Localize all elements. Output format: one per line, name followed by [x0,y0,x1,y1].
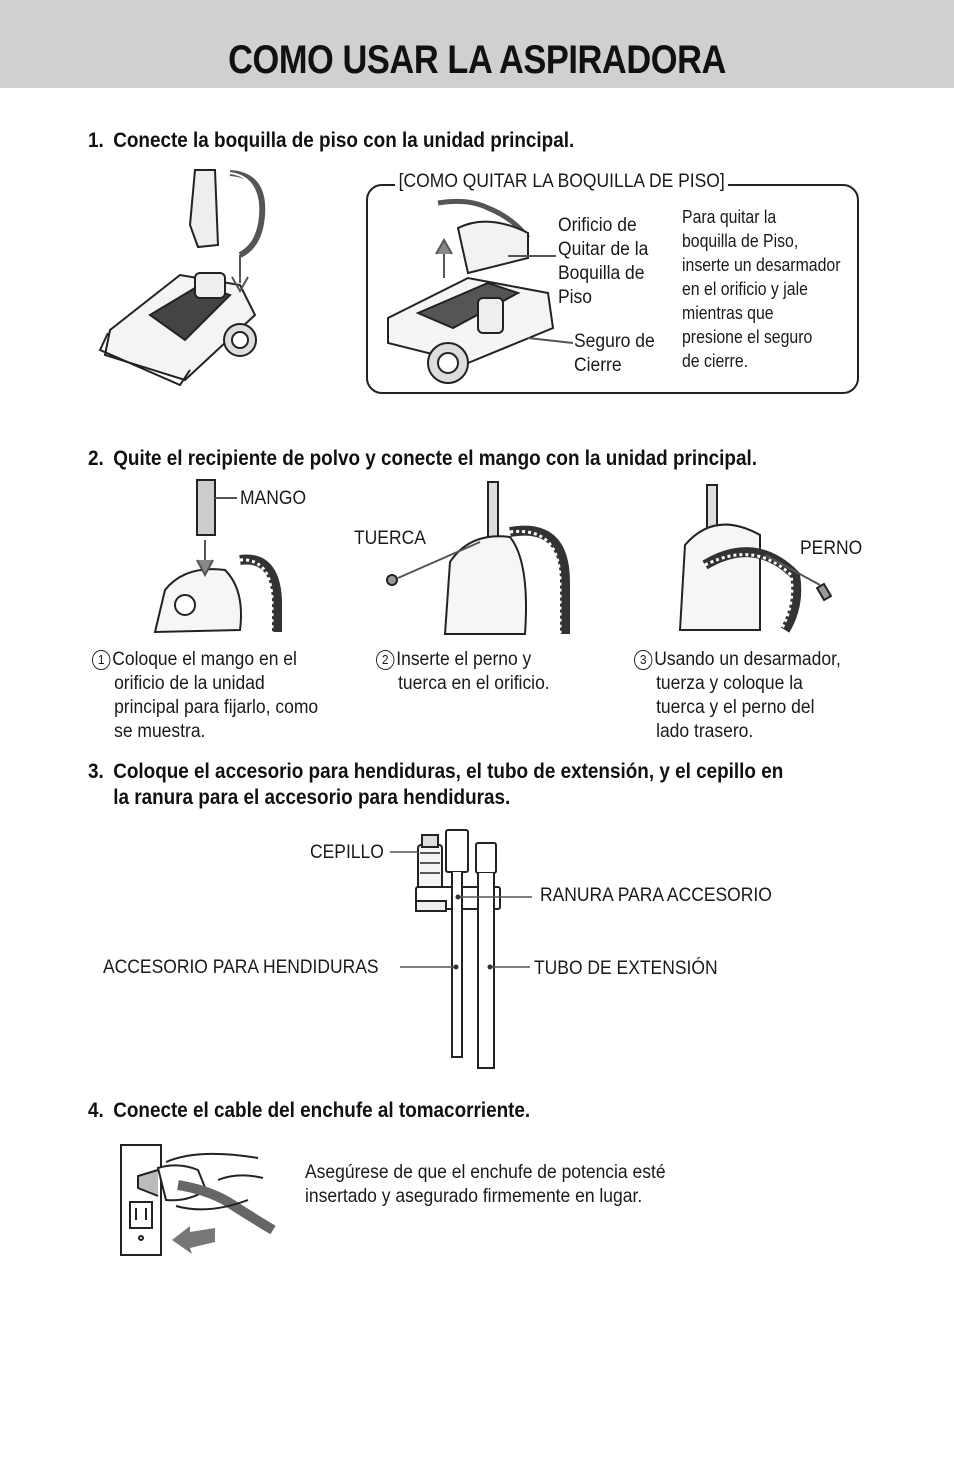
step-2-caption-2 [376,648,550,696]
note-line: Asegúrese de que el enchufe de potencia esté [305,1162,666,1183]
step-1-heading [88,128,574,154]
step-3-number: 3. [88,760,104,783]
caption-line: Coloque el mango en el [112,649,297,670]
caption-line: lado trasero. [656,721,754,742]
caption-line: se muestra. [114,721,206,742]
step-4-note [305,1161,666,1209]
note-line: mientras que [682,303,774,323]
page-title: COMO USAR LA ASPIRADORA [228,38,726,82]
label-hole [558,214,648,310]
caption-line: principal para fijarlo, como [114,697,319,718]
caption-line: Inserte el perno y [396,649,532,670]
note-line: presione el seguro [682,327,813,347]
label-ranura: RANURA PARA ACCESORIO [540,885,772,906]
label-tubo: TUBO DE EXTENSIÓN [534,958,718,979]
step-1-text: Conecte la boquilla de piso con la unidad principal. [113,129,575,152]
step-marker: 1 [92,650,110,670]
label-lock-line: Cierre [574,355,622,376]
step-marker: 2 [376,650,394,670]
note-line: de cierre. [682,351,749,371]
step-3-text-line-2: la ranura para el accesorio para hendiduras. [113,786,511,809]
caption-line: tuerza y coloque la [656,673,803,694]
note-line: insertado y asegurado firmemente en lugar. [305,1186,643,1207]
label-lock-line: Seguro de [574,331,655,352]
label-perno: PERNO [800,538,863,559]
label-accesorio: ACCESORIO PARA HENDIDURAS [103,957,379,978]
label-cepillo: CEPILLO [310,842,384,863]
note-line: boquilla de Piso, [682,231,799,251]
caption-line: Usando un desarmador, [654,649,841,670]
plug-outlet-illustration [118,1140,278,1260]
note-line: en el orificio y jale [682,279,808,299]
bolt-nut-insert-illustration [380,482,580,637]
accessory-slot-illustration [380,825,550,1075]
label-tuerca: TUERCA [354,528,426,549]
step-3-text-line-1: Coloque el accesorio para hendiduras, el tubo de extensión, y el cepillo en [113,760,784,783]
step-4-number: 4. [88,1099,104,1122]
note-line: Para quitar la [682,207,777,227]
caption-line: tuerca y el perno del [656,697,815,718]
label-hole-line: Orificio de [558,215,637,236]
caption-line: tuerca en el orificio. [398,673,550,694]
step-2-number: 2. [88,447,104,470]
nozzle-removal-illustration [378,198,578,388]
step-2-heading [88,446,757,472]
caption-line: orificio de la unidad [114,673,265,694]
step-4-text: Conecte el cable del enchufe al tomacorriente. [113,1099,531,1122]
step-1-number: 1. [88,129,104,152]
removal-note [682,205,840,373]
label-lock [574,330,655,378]
label-hole-line: Quitar de la [558,239,649,260]
label-hole-line: Piso [558,287,593,308]
box-title: [COMO QUITAR LA BOQUILLA DE PISO] [395,170,728,194]
step-2-caption-1 [92,648,318,744]
note-line: inserte un desarmador [682,255,841,275]
step-4-heading [88,1098,530,1124]
label-mango: MANGO [240,488,307,509]
step-marker: 3 [634,650,652,670]
step-2-caption-3 [634,648,841,744]
step-3-heading [88,759,783,811]
step-2-text: Quite el recipiente de polvo y conecte el mango con la unidad principal. [113,447,757,470]
vacuum-nozzle-attach-illustration [90,165,280,400]
label-hole-line: Boquilla de [558,263,645,284]
